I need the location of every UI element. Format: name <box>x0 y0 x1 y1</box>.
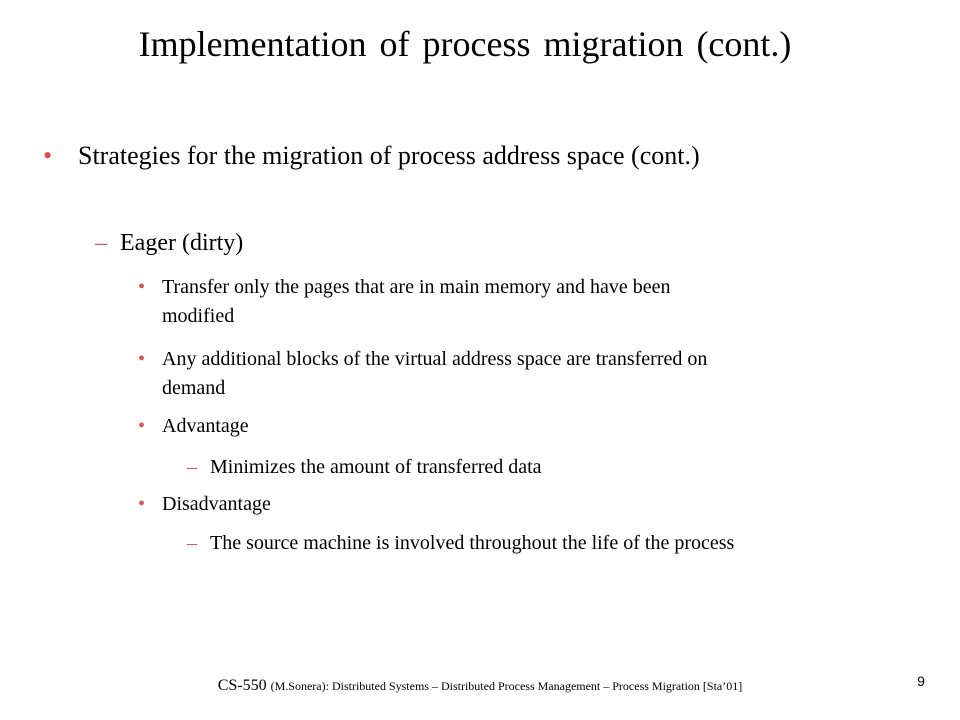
advantage-detail: Minimizes the amount of transferred data <box>210 456 542 478</box>
page-number: 9 <box>917 673 925 689</box>
advantage-label: Advantage <box>162 415 249 437</box>
bullet-marker: • <box>138 348 146 370</box>
bullet-marker: • <box>138 276 146 298</box>
slide-footer <box>0 676 960 696</box>
point-line: demand <box>162 377 226 399</box>
bullet-level1-text: Strategies for the migration of process address space (cont.) <box>78 141 700 170</box>
bullet-level2-text: Eager (dirty) <box>120 230 244 256</box>
slide-title: Implementation of process migration (cont.) <box>138 24 792 64</box>
footer-course: CS-550 <box>217 677 267 694</box>
point-line: Any additional blocks of the virtual address space are transferred on <box>162 348 708 370</box>
dash-marker: – <box>95 230 107 256</box>
bullet-marker: • <box>138 415 146 437</box>
bullet-marker: • <box>43 141 53 170</box>
dash-marker: – <box>187 456 197 478</box>
footer-credits: (M.Sonera): Distributed Systems – Distributed Process Management – Process Migration [Sta’01] <box>270 679 743 693</box>
point-line: Transfer only the pages that are in main memory and have been <box>162 276 671 298</box>
disadvantage-detail: The source machine is involved throughout the life of the process <box>210 532 735 554</box>
dash-marker: – <box>187 532 197 554</box>
point-line: modified <box>162 305 235 327</box>
disadvantage-label: Disadvantage <box>162 493 271 515</box>
bullet-marker: • <box>138 493 146 515</box>
